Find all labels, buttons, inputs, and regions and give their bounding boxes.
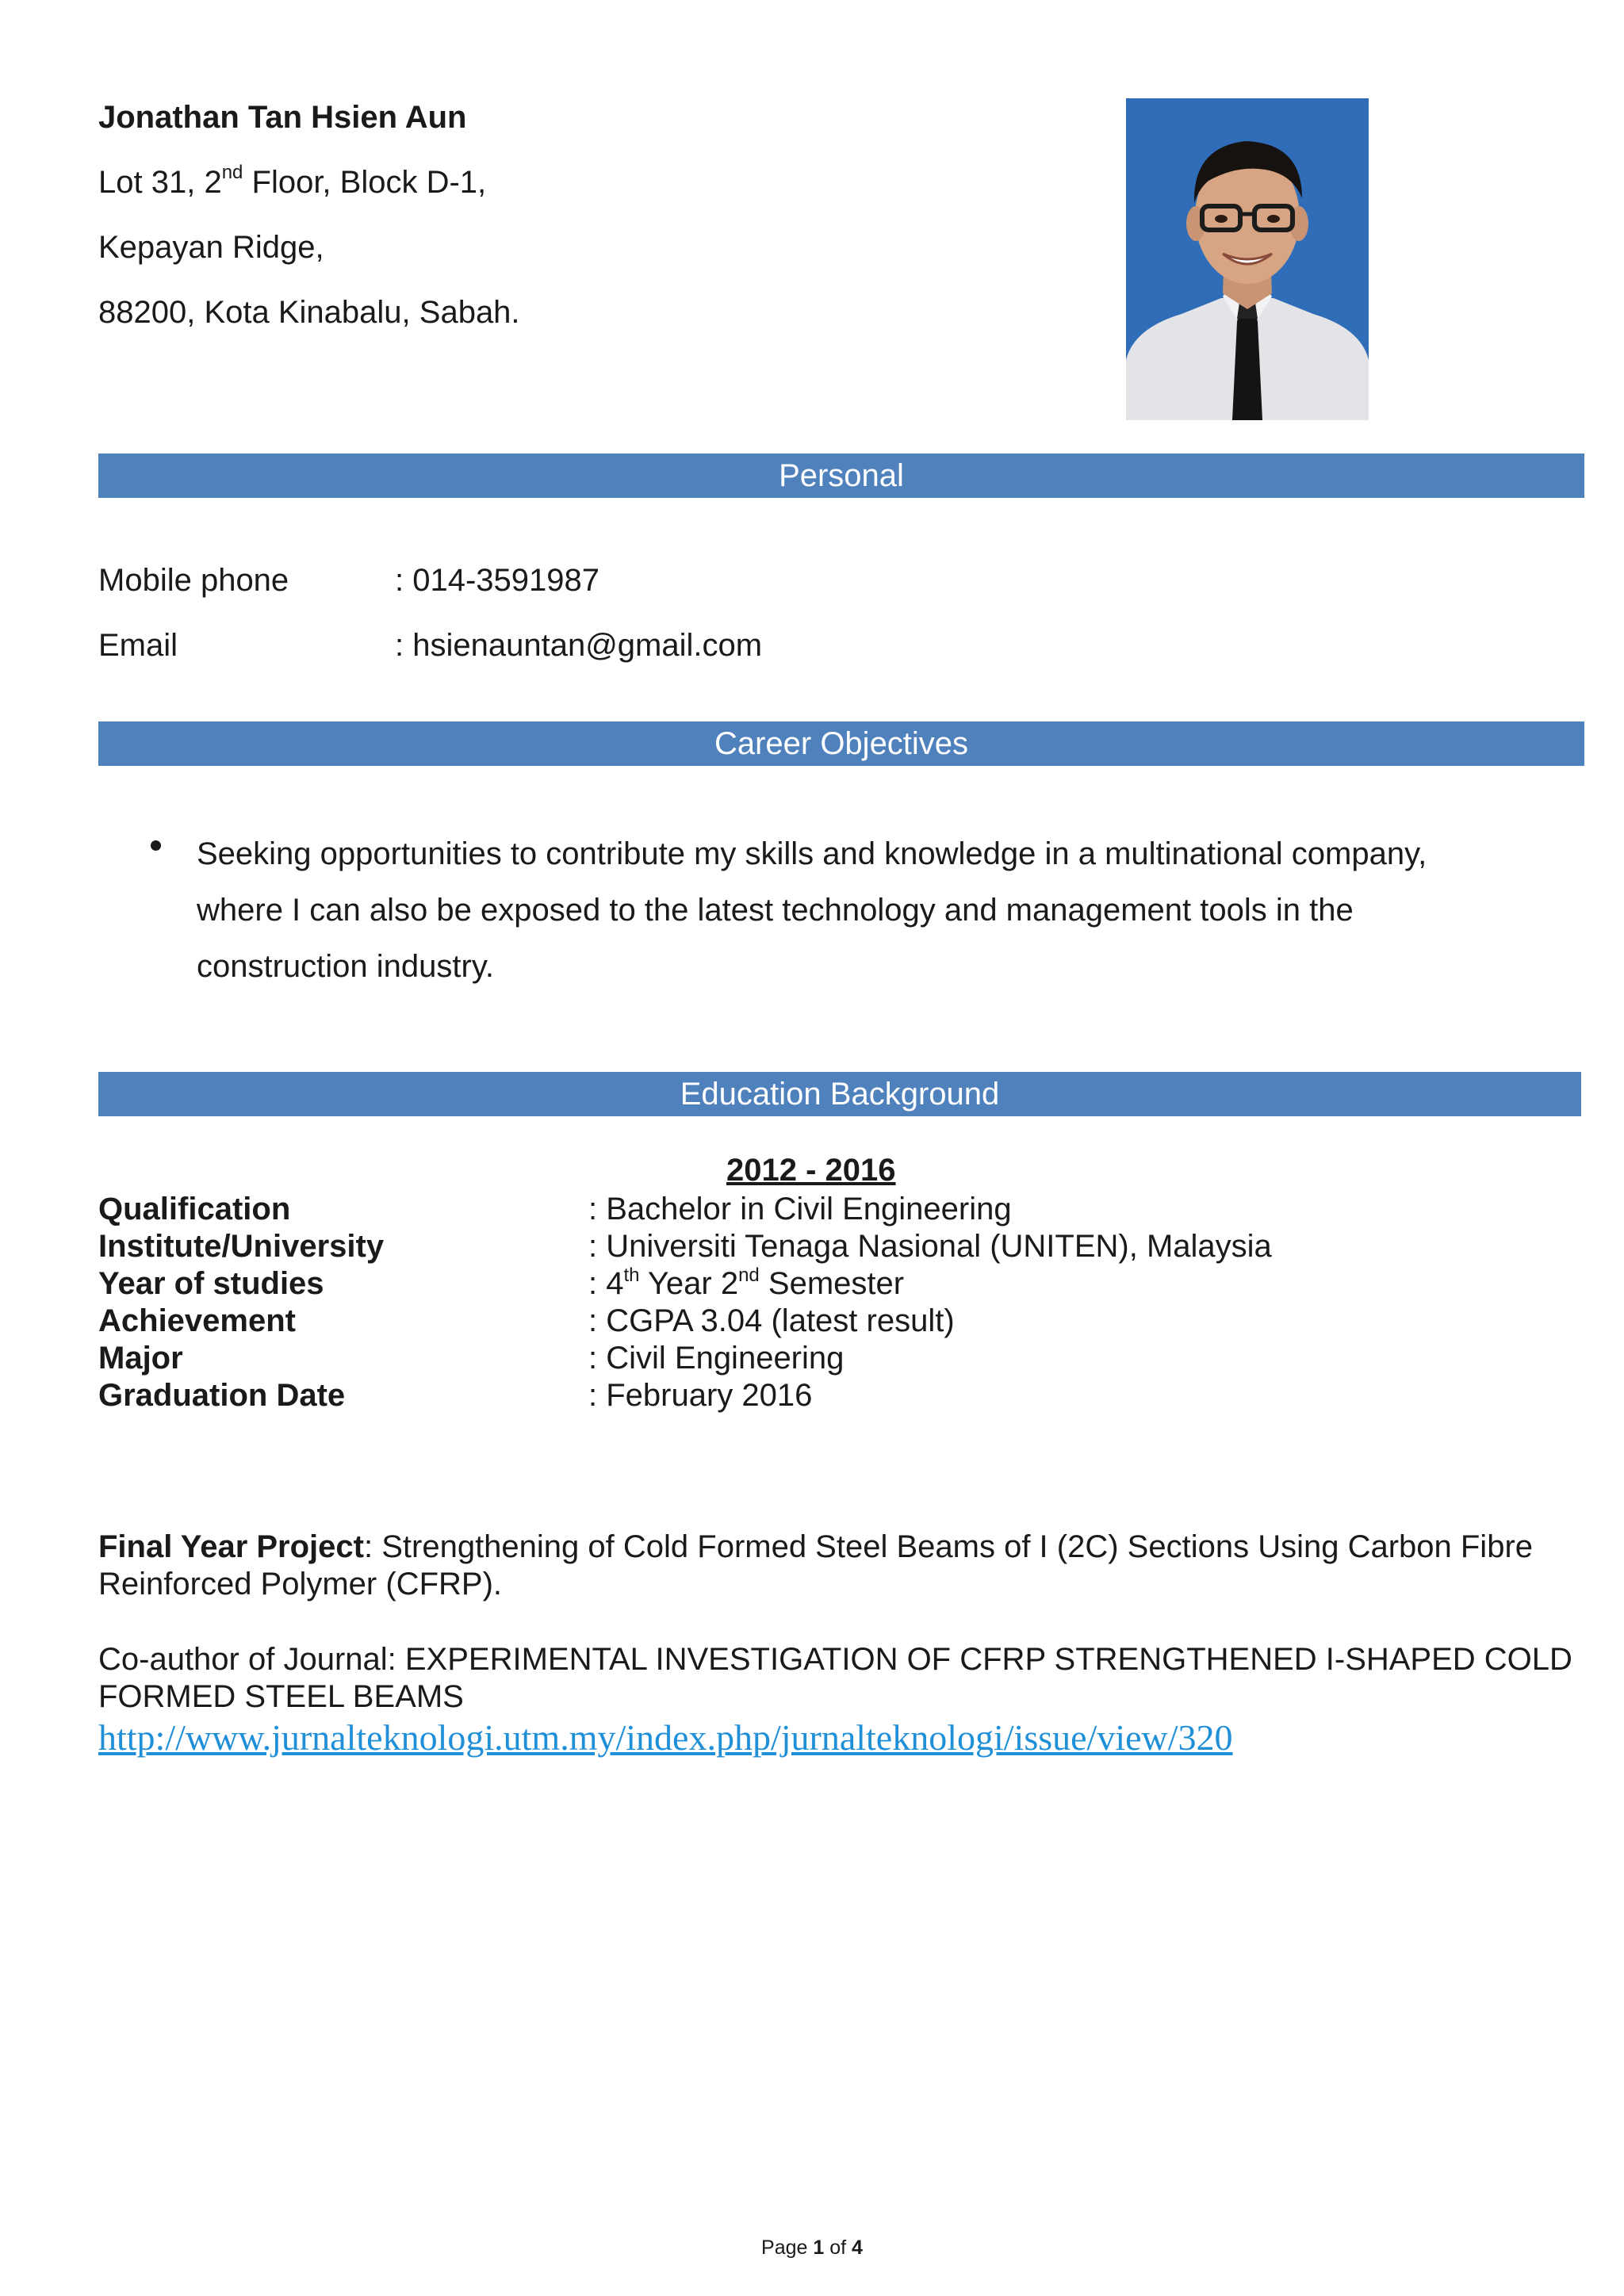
applicant-name: Jonathan Tan Hsien Aun: [98, 100, 467, 135]
year-of-studies-pre: : 4: [588, 1266, 624, 1301]
profile-photo: [1126, 98, 1369, 420]
mobile-phone-label: Mobile phone: [98, 563, 289, 598]
final-year-project-text: : Strengthening of Cold Formed Steel Beams of I (2C) Sections Using Carbon Fibre Reinforced Polymer (CFRP).: [98, 1529, 1534, 1601]
address-line-1-sup: nd: [221, 161, 243, 183]
qualification-value: : Bachelor in Civil Engineering: [588, 1192, 1012, 1226]
institute-value: : Universiti Tenaga Nasional (UNITEN), Malaysia: [588, 1229, 1272, 1264]
address-line-2: Kepayan Ridge,: [98, 230, 324, 265]
achievement-label: Achievement: [98, 1303, 296, 1338]
journal-link[interactable]: http://www.jurnalteknologi.utm.my/index.php/jurnalteknologi/issue/view/320: [98, 1717, 1233, 1758]
year-of-studies-post: Semester: [759, 1266, 905, 1301]
section-header-personal: Personal: [98, 453, 1584, 498]
graduation-date-value: : February 2016: [588, 1378, 813, 1413]
year-of-studies-label: Year of studies: [98, 1266, 324, 1301]
qualification-label: Qualification: [98, 1192, 291, 1226]
major-label: Major: [98, 1341, 183, 1376]
bullet-icon: [151, 840, 161, 851]
education-years: 2012 - 2016: [726, 1153, 896, 1188]
year-of-studies-sup-2: nd: [738, 1264, 760, 1286]
major-value: : Civil Engineering: [588, 1341, 845, 1376]
year-of-studies-sup-1: th: [623, 1264, 640, 1286]
journal-citation: Co-author of Journal: EXPERIMENTAL INVESTIGATION OF CFRP STRENGTHENED I-SHAPED COLD FORMED STEEL BEAMS: [98, 1642, 1572, 1714]
email-label: Email: [98, 628, 178, 663]
year-of-studies-value: [588, 1265, 904, 1303]
final-year-project-label: Final Year Project: [98, 1529, 364, 1564]
page-footer: [0, 2236, 1624, 2260]
career-objective-text: Seeking opportunities to contribute my skills and knowledge in a multinational company, where I can also be exposed to the latest technology and management tools in the construction industry.: [197, 836, 1427, 984]
section-header-career-objectives: Career Objectives: [98, 721, 1584, 766]
footer-page-number: 1: [813, 2237, 825, 2259]
year-of-studies-mid: Year 2: [639, 1266, 739, 1301]
final-year-project: [98, 1529, 1573, 1603]
footer-of-word: of: [824, 2237, 852, 2259]
achievement-value: : CGPA 3.04 (latest result): [588, 1303, 955, 1338]
address-line-1: [98, 163, 486, 201]
footer-page-total: 4: [852, 2237, 863, 2259]
footer-page-word: Page: [761, 2237, 814, 2259]
address-line-1-pre: Lot 31, 2: [98, 165, 222, 200]
section-header-education-background: Education Background: [98, 1072, 1581, 1116]
address-line-1-post: Floor, Block D-1,: [243, 165, 487, 200]
address-line-3: 88200, Kota Kinabalu, Sabah.: [98, 295, 520, 330]
graduation-date-label: Graduation Date: [98, 1378, 346, 1413]
institute-label: Institute/University: [98, 1229, 385, 1264]
mobile-phone-value: : 014-3591987: [395, 563, 600, 598]
email-value: : hsienauntan@gmail.com: [395, 628, 763, 663]
